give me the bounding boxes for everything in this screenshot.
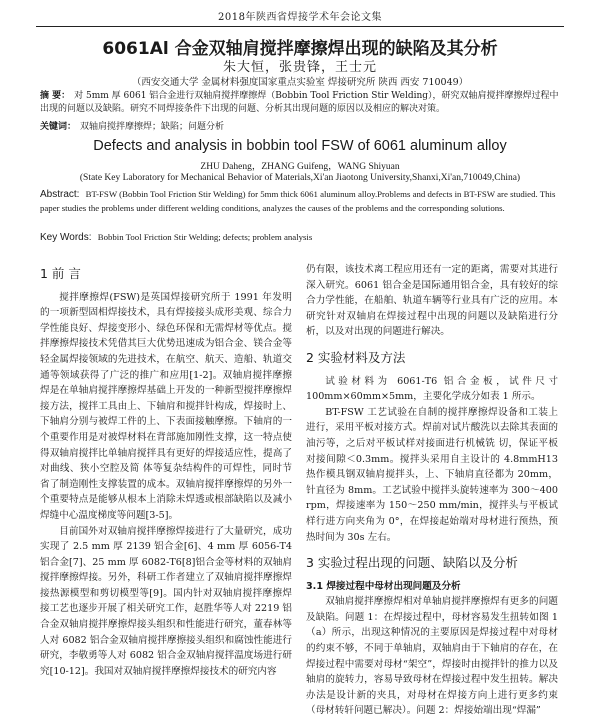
title-cn: 6061Al 合金双轴肩搅拌摩擦焊出现的缺陷及其分析	[102, 39, 498, 59]
abstract-en	[40, 188, 560, 215]
section-1-paragraph-3: 仍有限，该技术离工程应用还有一定的距离，需要对其进行深入研究。6061 铝合金是国际通用铝合金，具有较好的综合力学性能，在船舶、轨道车辆等行业具有广泛的应用。本研究针对双轴肩在焊接过程中出现的问题以及缺陷进行分析，以及对出现的问题进行解决。	[306, 264, 558, 338]
authors-cn: 朱大恒，张贵锋，王士元	[222, 60, 377, 75]
abstract-cn-text: 对 5mm 厚 6061 铝合金进行双轴肩搅拌摩擦焊（Bobbin Tool Friction Stir Welding），研究双轴肩搅拌摩擦焊过程中出现的问题以及缺陷。研究不同焊接条件下出现的问题、分析其出现问题的原因以及相应的解决对策。	[40, 91, 559, 114]
section-3-1-heading: 3.1 焊接过程中母材出现问题及分析	[306, 580, 461, 592]
keywords-en	[40, 232, 560, 243]
keywords-cn-text: 双轴肩搅拌摩擦焊；缺陷；问题分析	[80, 122, 225, 132]
keywords-cn-label: 关键词：	[40, 122, 77, 132]
section-3-1-paragraph-1: 双轴肩搅拌摩擦焊相对单轴肩搅拌摩擦焊有更多的问题及缺陷。问题 1：在焊接过程中，母材容易发生扭转如图 1（a）所示，出现这种情况的主要原因是焊接过程中对母材的约束不够，不同于单轴肩，双轴肩由于下轴肩的存在，在焊接过程中需要对母材“架空”，焊接时由搅拌针的推力以及轴肩的旋转力，容易导致母材在焊接过程中发生扭转。解决办法是设计新的夹具，对母材在焊接方向上进行更多约束（母材转轩问题已解决）。问题 2：焊接始端出现“焊漏”	[306, 596, 558, 717]
keywords-cn	[40, 119, 560, 132]
body-column-left	[40, 262, 292, 679]
keywords-en-text: Bobbin Tool Friction Stir Welding; defects; problem analysis	[97, 232, 313, 242]
abstract-en-text: BT-FSW (Bobbin Tool Friction Stir Welding) for 5mm thick 6061 aluminum alloy.Problems and defects in BT-FSW are studied. This paper studies the problems under different welding conditions, analyzes the causes of the problems and the corresponding solutions.	[40, 189, 556, 213]
section-1-paragraph-1: 搅拌摩擦焊(FSW)是英国焊接研究所于 1991 年发明的一项新型固相焊接技术，具有焊接接头成形美观、综合力学性能良好、焊接变形小、绿色环保和无需焊材等优点。搅拌摩擦焊接技术凭借其巨大优势迅速成为铝合金、镁合金等轻金属焊接领域的先进技术，在航空、航天、造船、轨道交通等领域获得了广泛的推广和应用[1-2]。双轴肩搅拌摩擦焊是在单轴肩搅拌摩擦焊基础上开发的一种新型搅拌摩擦焊接方法，搅拌工具由上、下轴肩和搅拌针构成，焊接时上、下轴肩分别与被焊工件的上、下表面接触摩擦。下轴肩的一个重要作用是对被焊材料在背部施加刚性支撑，这一特点使得双轴肩搅拌比单轴肩搅拌具有更好的焊接适应性，提高了对曲线、狭小空腔及简 体等复杂结构件的可焊性，同时节省了制造刚性支撑装置的成本。双轴肩搅拌摩擦焊的另外一个重要特点是能够从根本上消除未焊透或根部缺陷以及减小焊缝中心温度梯度等问题[3-5]。	[40, 291, 292, 521]
section-1-paragraph-2: 目前国外对双轴肩搅拌摩擦焊接进行了大量研究，成功实现了 2.5 mm 厚 2139 铝合金[6]、4 mm 厚 6056-T4 铝合金[7]、25 mm 厚 6082-T6[8]铝合金等材料的双轴肩搅拌摩擦焊接。另外，科研工作者建立了双轴肩搅拌摩擦焊接热源模型和剪切模型等[9]。国内针对双轴肩搅拌摩擦焊接工艺也逐步开展了相关研究工作，赵胜华等人对 2219 铝合金双轴肩搅拌摩擦焊接头组织和性能进行研究，董春林等人对 6082 铝合金双轴肩搅拌摩擦接头组织和腐蚀性能进行研究，李敬勇等人对 6082 铝合金双轴肩搅拌温度场进行研究[10-12]。我国对双轴肩搅拌摩擦焊接技术的研究内容	[40, 525, 292, 677]
section-3-heading: 3 实验过程出现的问题、缺陷以及分析	[306, 555, 518, 571]
header-rule	[36, 26, 564, 27]
body-column-right	[306, 262, 558, 719]
section-2-paragraph-2: BT-FSW 工艺试验在自制的搅拌摩擦焊设备和工装上进行，采用平板对接方式。焊前对试片酸洗以去除其表面的油污等，之后对平板试样对接面进行机械铣 切，保证平板对接间隙＜0.3mm。搅拌头采用自主设计的 4.8mmH13 热作模具钢双轴肩搅拌头，上、下轴肩直径都为 20mm，针直径为 8mm。工艺试验中搅拌头旋转速率为 300～400 rpm，焊接速率为 150～250 mm/min，搅拌头与平板试样行进方向夹角为 0°，在焊接起始端对母材进行预热，预热时间为 30s 左右。	[306, 406, 558, 543]
authors-en: ZHU Daheng，ZHANG Guifeng，WANG Shiyuan	[200, 162, 400, 172]
section-1-heading: 1 前 言	[40, 266, 81, 281]
abstract-en-label: Abstract:	[40, 189, 80, 200]
running-head: 2018年陕西省焊接学术年会论文集	[218, 12, 382, 23]
abstract-cn-label: 摘 要：	[40, 91, 71, 101]
keywords-en-label: Key Words:	[40, 232, 92, 243]
section-2-paragraph-1: 试验材料为 6061-T6 铝合金板，试件尺寸 100mm×60mm×5mm，主要化学成分如表 1 所示。	[306, 375, 558, 403]
affiliation-cn: （西安交通大学 金属材料强度国家重点实验室 焊接研究所 陕西 西安 710049）	[131, 77, 469, 88]
title-en: Defects and analysis in bobbin tool FSW of 6061 aluminum alloy	[93, 138, 507, 154]
abstract-cn	[40, 90, 560, 116]
section-2-heading: 2 实验材料及方法	[306, 349, 406, 365]
affiliation-en: (State Key Laboratory for Mechanical Behavior of Materials,Xi'an Jiaotong University,Shanxi,Xi'an,710049,China)	[79, 173, 521, 183]
